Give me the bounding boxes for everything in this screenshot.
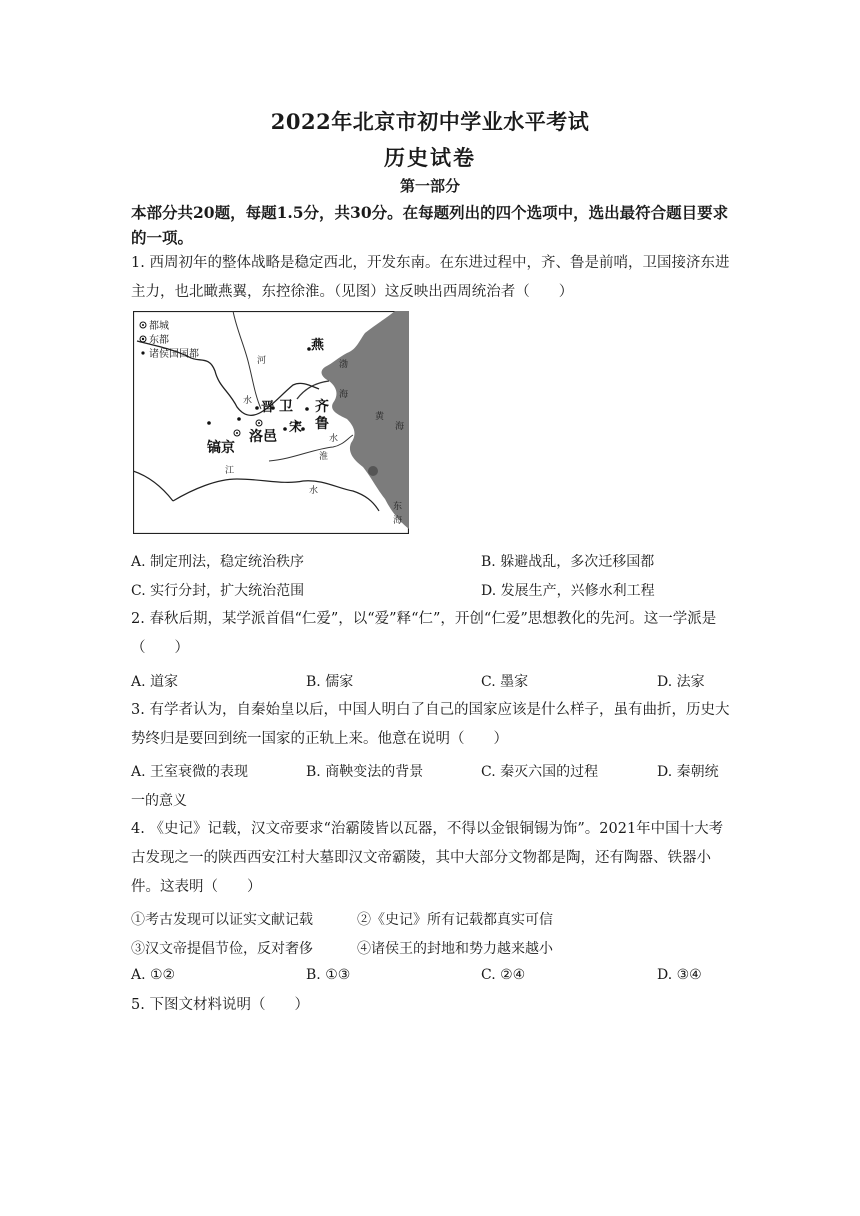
q3-option-b: B. 商鞅变法的背景 [306, 764, 424, 780]
q1-option-a: A. 制定刑法，稳定统治秩序 [131, 554, 305, 570]
label-sea-6: 海 [393, 516, 403, 526]
q3-option-a: A. 王室衰微的表现 [131, 764, 249, 780]
label-river-shui-3: 水 [309, 486, 319, 496]
q2-option-a: A. 道家 [131, 674, 179, 690]
label-sea-3: 黄 [375, 412, 385, 422]
label-lu: 鲁 [315, 416, 329, 432]
q4-statement-1: ①考古发现可以证实文献记载 [131, 912, 313, 928]
q3-option-d: D. 秦朝统 [657, 764, 719, 780]
q1-option-d: D. 发展生产，兴修水利工程 [481, 583, 655, 599]
label-river-he: 河 [257, 356, 267, 366]
label-river-shui-1: 水 [243, 396, 253, 406]
question-4-stem: 4. 《史记》记载，汉文帝要求“治霸陵皆以瓦器，不得以金银铜锡为饰”。2021年中国十大考古发现之一的陕西西安江村大墓即汉文帝霸陵，其中大部分文物都是陶，还有陶器、铁器小件。这表明（ ） [131, 821, 724, 895]
exam-subtitle: 历史试卷 [384, 145, 476, 170]
label-wei: 卫 [279, 399, 293, 415]
section-instructions: 本部分共20题，每题1.5分，共30分。在每题列出的四个选项中，选出最符合题目要求的一项。 [131, 203, 729, 247]
q4-option-d: D. ③④ [657, 967, 702, 983]
question-3-stem: 3. 有学者认为，自秦始皇以后，中国人明白了自己的国家应该是什么样子，虽有曲折，历史大势终归是要回到统一国家的正轨上来。他意在说明（ ） [131, 702, 730, 747]
question-2-stem: 2. 春秋后期，某学派首倡“仁爱”，以“爱”释“仁”，开创“仁爱”思想教化的先河。这一学派是（ ） [131, 611, 717, 656]
q3-option-d-wrap: 一的意义 [131, 793, 187, 809]
section-heading: 第一部分 [399, 177, 460, 195]
legend-capital: 都城 [149, 321, 169, 332]
label-sea-2: 海 [339, 390, 349, 400]
legend-east-capital: 东都 [149, 335, 169, 346]
q4-statement-3: ③汉文帝提倡节俭，反对奢侈 [131, 941, 313, 957]
label-luoyi: 洛邑 [249, 429, 277, 445]
label-haojing: 镐京 [207, 440, 235, 456]
q4-statement-4: ④诸侯王的封地和势力越来越小 [357, 941, 553, 957]
label-river-shui-2: 水 [329, 434, 339, 444]
q1-option-b: B. 躲避战乱，多次迁移国都 [481, 554, 655, 570]
q2-option-c: C. 墨家 [481, 674, 529, 690]
western-zhou-map [133, 311, 409, 534]
exam-title: 2022年北京市初中学业水平考试 [270, 109, 590, 134]
q4-option-c: C. ②④ [481, 967, 526, 983]
q4-option-a: A. ①② [131, 967, 176, 983]
question-5-stem: 5. 下图文材料说明（ ） [131, 997, 309, 1013]
q2-option-d: D. 法家 [657, 674, 705, 690]
legend-vassal-capital: 诸侯国国都 [149, 349, 199, 360]
label-river-jiang: 江 [225, 466, 235, 476]
label-river-huai: 淮 [319, 452, 329, 462]
q2-option-b: B. 儒家 [306, 674, 354, 690]
label-jin: 晋 [261, 400, 275, 415]
label-sea-4: 海 [395, 422, 405, 432]
label-song: 宋 [289, 420, 303, 435]
label-sea-5: 东 [393, 502, 403, 512]
label-sea-1: 渤 [339, 360, 349, 370]
label-yan: 燕 [311, 338, 325, 353]
label-qi: 齐 [315, 399, 329, 415]
q1-option-c: C. 实行分封，扩大统治范围 [131, 583, 305, 599]
q4-option-b: B. ①③ [306, 967, 351, 983]
q3-option-c: C. 秦灭六国的过程 [481, 764, 599, 780]
question-1-stem: 1. 西周初年的整体战略是稳定西北，开发东南。在东进过程中，齐、鲁是前哨，卫国接济东进主力，也北瞰燕翼，东控徐淮。（见图）这反映出西周统治者（ ） [131, 255, 730, 300]
q4-statement-2: ②《史记》所有记载都真实可信 [357, 912, 553, 928]
